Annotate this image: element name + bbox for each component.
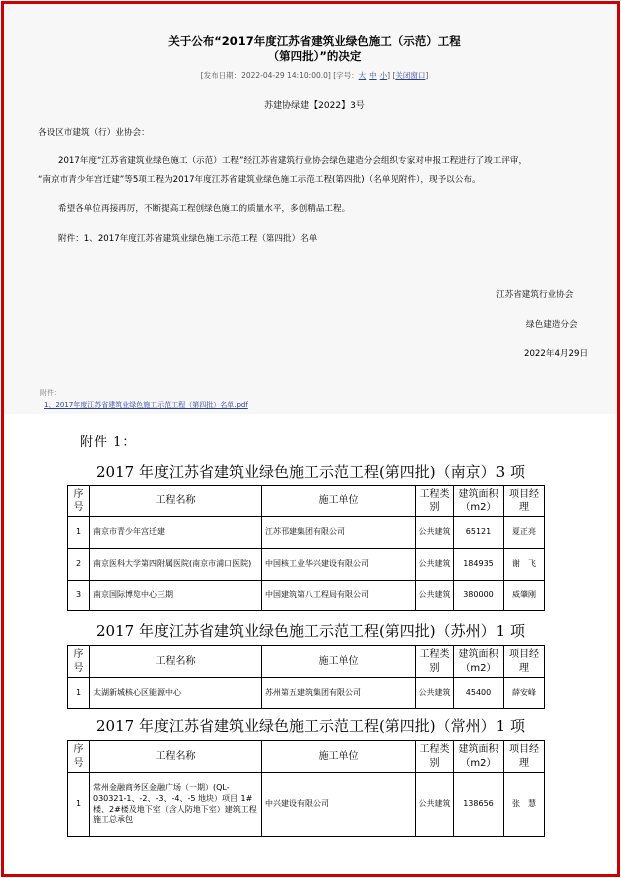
cell-project: 南京国际博览中心三期	[90, 581, 262, 611]
attachment-file-link[interactable]: 1、2017年度江苏省建筑业绿色施工示范工程（第四批）名单.pdf	[44, 401, 248, 409]
meta-separator: ] [	[387, 71, 396, 80]
font-size-small-link[interactable]: 小	[379, 71, 388, 80]
header-project: 工程名称	[90, 646, 262, 678]
cell-no: 1	[68, 678, 90, 709]
header-no: 序号	[68, 741, 90, 773]
notice-title-line2: （第四批）”的决定	[267, 49, 362, 63]
signature-org-2: 绿色建造分会	[526, 320, 578, 330]
section-title-nanjing: 2017 年度江苏省建筑业绿色施工示范工程(第四批)（南京）3 项	[96, 463, 525, 481]
header-project: 工程名称	[90, 741, 262, 773]
cell-builder: 中国核工业华兴建设有限公司	[262, 549, 416, 581]
cell-manager: 张 慧	[504, 773, 545, 837]
cell-builder: 中兴建设有限公司	[262, 773, 416, 837]
cell-area: 184935	[454, 549, 504, 581]
cell-no: 3	[68, 581, 90, 611]
header-project: 工程名称	[90, 486, 262, 517]
cell-category: 公共建筑	[416, 678, 454, 709]
cell-builder: 苏州第五建筑集团有限公司	[262, 678, 416, 709]
paragraph-2: 希望各单位再接再厉，不断提高工程创绿色施工的质量水平，多创精品工程。	[58, 204, 351, 214]
header-area: 建筑面积（m2）	[454, 646, 504, 678]
cell-project: 太湖新城核心区能源中心	[90, 678, 262, 709]
cell-area: 138656	[454, 773, 504, 837]
cell-area: 65121	[454, 517, 504, 549]
appendix-heading: 附件 1：	[80, 435, 137, 450]
cell-category: 公共建筑	[416, 581, 454, 611]
attachment-line: 附件：1、2017年度江苏省建筑业绿色施工示范工程（第四批）名单	[58, 234, 318, 244]
cell-builder: 中国建筑第八工程局有限公司	[262, 581, 416, 611]
section-title-changzhou: 2017 年度江苏省建筑业绿色施工示范工程(第四批)（常州）1 项	[96, 717, 525, 735]
font-size-large-link[interactable]: 大	[358, 71, 367, 80]
header-no: 序号	[68, 646, 90, 678]
cell-area: 380000	[454, 581, 504, 611]
header-category: 工程类别	[416, 741, 454, 773]
header-area: 建筑面积（m2）	[454, 486, 504, 517]
header-manager: 项目经理	[504, 646, 545, 678]
close-window-link[interactable]: 关闭窗口	[395, 71, 426, 80]
header-no: 序号	[68, 486, 90, 517]
header-category: 工程类别	[416, 646, 454, 678]
cell-manager: 薛安峰	[504, 678, 545, 709]
paragraph-1-line-1: 2017年度“江苏省建筑业绿色施工（示范）工程”经江苏省建筑行业协会绿色建造分会组织专家对申报工程进行了竣工评审，	[58, 156, 528, 166]
header-builder: 施工单位	[262, 486, 416, 517]
meta-end: ]	[425, 71, 429, 80]
cell-no: 2	[68, 549, 90, 581]
signature-date: 2022年4月29日	[524, 349, 589, 359]
cell-category: 公共建筑	[416, 517, 454, 549]
red-border-frame	[1, 1, 620, 877]
cell-manager: 夏正亮	[504, 517, 545, 549]
paragraph-1-line-2: “南京市青少年宫迁建”等5项工程为2017年度江苏省建筑业绿色施工示范工程(第四批)（名单见附件），现予以公布。	[38, 175, 481, 185]
header-builder: 施工单位	[262, 741, 416, 773]
cell-project: 常州金融商务区金融广场（一期）(QL-030321-1、-2、-3、-4、-5 地块）项目 1#楼、2#楼及地下室（含人防地下室）建筑工程施工总承包	[90, 773, 262, 837]
cell-project: 南京市青少年宫迁建	[90, 517, 262, 549]
cell-manager: 威肇刚	[504, 581, 545, 611]
font-size-medium-link[interactable]: 中	[369, 71, 377, 80]
cell-area: 45400	[454, 678, 504, 709]
cell-project: 南京医科大学第四附属医院(南京市浦口医院)	[90, 549, 262, 581]
document-number: 苏建协绿建【2022】3号	[264, 101, 365, 111]
cell-category: 公共建筑	[416, 773, 454, 837]
header-manager: 项目经理	[504, 741, 545, 773]
cell-no: 1	[68, 773, 90, 837]
header-area: 建筑面积（m2）	[454, 741, 504, 773]
cell-builder: 江苏邗建集团有限公司	[262, 517, 416, 549]
cell-category: 公共建筑	[416, 549, 454, 581]
notice-title-line1: 关于公布“2017年度江苏省建筑业绿色施工（示范）工程	[168, 34, 461, 48]
publish-date: [发布日期：2022-04-29 14:10:00.0] [字号：	[200, 71, 359, 80]
header-manager: 项目经理	[504, 486, 545, 517]
section-title-suzhou: 2017 年度江苏省建筑业绿色施工示范工程(第四批)（苏州）1 项	[96, 622, 525, 640]
cell-no: 1	[68, 517, 90, 549]
attachments-label: 附件：	[40, 389, 61, 397]
header-category: 工程类别	[416, 486, 454, 517]
salutation: 各设区市建筑（行）业协会：	[38, 128, 150, 138]
header-builder: 施工单位	[262, 646, 416, 678]
signature-org-1: 江苏省建筑行业协会	[496, 290, 574, 300]
cell-manager: 谢 飞	[504, 549, 545, 581]
